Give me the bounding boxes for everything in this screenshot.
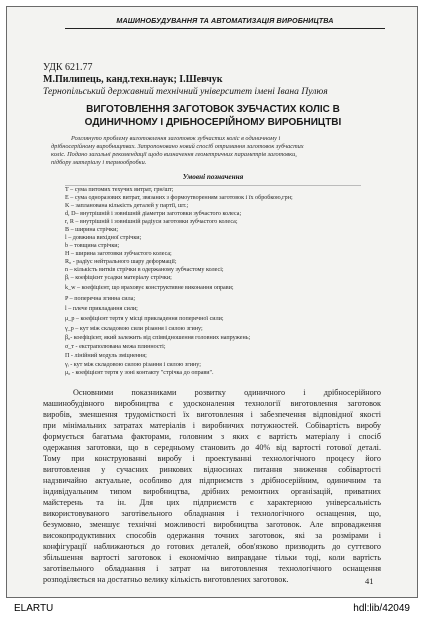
notation-item: P – поперечна згинна сила; [65,296,136,302]
body-line: збільшення вартості заготовок і економічно виправдане тільки тоді, коли вартість [43,553,381,562]
body-line: виробів, зменшення трудомісткості їх виготовлення і забезпечення відповідної якості [43,410,381,419]
notation-item: l – плече прикладання сили; [65,306,138,312]
notation-item: d, D– внутрішній і зовнішній діаметри заготовки зубчастого колеса; [65,211,242,217]
abstract-line: дрібносерійному виробництвах. Запропоновано новий спосіб отримання заготовок зубчастих [51,143,304,150]
body-line: майстерень та ін. Для цих підприємств є характерною універсальність [43,498,381,507]
notation-item: μ₀ - коефіцієнт тертя у зоні контакту "стрічка до оправи". [65,370,214,376]
affiliation: Тернопільський державний технічний університет імені Івана Пулюя [43,86,328,97]
abstract-line: Розглянуто проблему виготовлення заготовок зубчастих коліс в одиничному і [71,135,281,142]
notation-item: K – запланована кількість деталей у партії, шт.; [65,203,189,209]
notation-item: b – товщина стрічки; [65,243,120,249]
body-line: формується багатьма факторами, головним з яких є вартість матеріалу і спосіб [43,432,381,441]
journal-page [6,6,418,598]
notation-item: βᵢ – коефіцієнт усадки матеріалу стрічки; [65,275,172,281]
notation-item: E – сума одноразових витрат, звязаних з формоутворенням заготовок і їх обробкою,грн; [65,195,293,201]
body-line: заготівельного обладнання і затрат на виготовлення технологічного оснащення [43,564,381,573]
repository-label: ELARTU [14,603,54,614]
authors: М.Пилипець, канд.техн.наук; І.Шевчук [43,74,223,85]
body-line: індивідуальним типом виробництва, дрібних ремонтних організацій, приватних [43,487,381,496]
udc-code: УДК 621.77 [43,62,93,73]
notation-item: П - лінійний модуль зміцнення; [65,353,147,359]
notation-item: β₀- коефіцієнт, який залежить від співвідношення головних напружень; [65,335,251,341]
running-header: МАШИНОБУДУВАННЯ ТА АВТОМАТИЗАЦІЯ ВИРОБНИЦТВА [116,16,334,25]
title-line: ВИГОТОВЛЕННЯ ЗАГОТОВОК ЗУБЧАСТИХ КОЛІС В [86,104,340,115]
notation-item: r, R – внутрішній і зовнішній радіуси заготовки зубчастого колеса; [65,219,238,225]
body-line: безумовно, зменшує технічні можливості виробництва заготовок. Але впровадження [43,520,381,529]
handle-label: hdl:lib/42049 [353,603,410,614]
notation-item: T – сума питомих техучих витрат, грн/шт; [65,187,174,193]
header-rule [65,28,385,29]
notation-rule [65,185,361,186]
notation-item: R₀ - радіус нейтрального шару деформації; [65,259,177,265]
title-line: ОДИНИЧНОМУ І ДРІБНОСЕРІЙНОМУ ВИРОБНИЦТВІ [84,117,342,128]
body-line: виготовлення у сучасних ринкових відносинах питання зниження собівартості [43,465,381,474]
body-line: Основними показниками розвитку одиничного і дрібносерійного [73,388,381,397]
body-line: розподіляється на достатньо велику кількість виготовлених заготовок. [43,575,289,584]
abstract-line: підбору матеріалу і термообробки. [51,159,147,166]
body-line: Тому при конструюванні виробу і проектуванні технологічного процесу його [43,454,381,463]
notation-heading: Умовні позначення [182,173,244,181]
body-line: машинобудівного виробництва є удосконалення технології виготовлення заготовок [43,399,381,408]
page-number: 41 [365,576,374,586]
notation-item: k_w – коефіцієнт, що враховує конструктивне виконання оправи; [65,285,234,291]
notation-item: n – кількість витків стрічки в одержаному зубчастому колесі; [65,267,224,273]
notation-item: B – ширина стрічки; [65,227,119,233]
notation-item: l – довжина вихідної стрічки; [65,235,142,241]
notation-item: γᵢ - кут між складовою силою різання і силою згину; [65,362,201,368]
article-title [37,103,389,129]
abstract-line: коліс. Подано загальні рекомендації щодо визначення геометричних параметрів заготовки, [51,151,297,158]
notation-item: μ_p – коефіцієнт тертя у місці прикладення поперечної сили; [65,316,224,322]
body-line: конфігурації наближаються до готових деталей, обов'язково призводить до суттєвого [43,542,381,551]
body-line: високопродуктивних способів одержання точних заготовок, які за розмірами і [43,531,381,540]
notation-item: σ_т - екстраполювана межа плинності; [65,344,166,350]
body-line: при мінімальних затратах матеріалів і виробничих потужностей. Собівартість виробу [43,421,381,430]
notation-item: H – ширина заготовки зубчастого колеса; [65,251,172,257]
body-line: одержання заготовки, що в середньому становить до 40% від вартості готової деталі. [43,443,381,452]
body-line: використовуваного заготівельного обладнання і технологічного оснащення, що, [43,509,381,518]
body-line: надзвичайно актуальне, особливо для підприємств з дрібносерійним, одиничним та [43,476,381,485]
notation-item: γ_p – кут між складовою сили різання і силою згину; [65,326,203,332]
